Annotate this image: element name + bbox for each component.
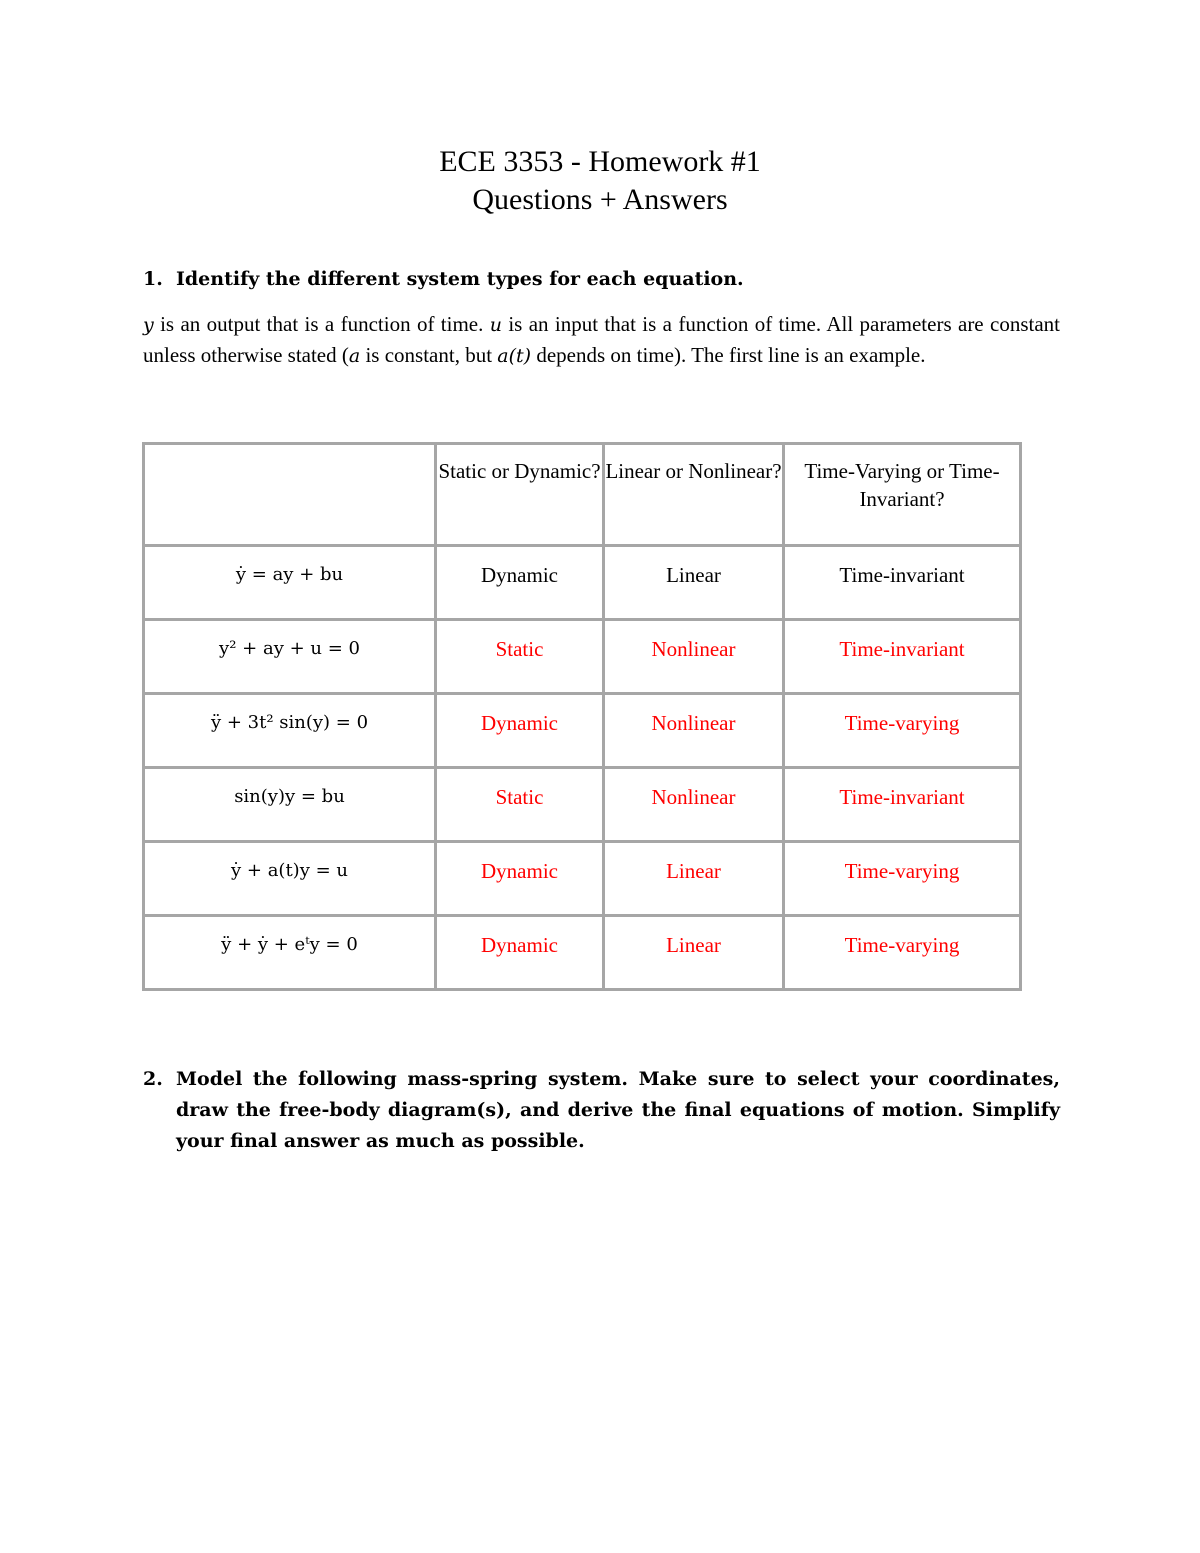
linearity-cell: Linear	[604, 842, 784, 916]
intro-part-3: is constant, but	[360, 343, 498, 367]
question-2-text: Model the following mass-spring system. Make sure to select your coordinates, draw the free-body diagram(s), and derive the final equations of motion. Simplify your final answer as much as possible.	[176, 1068, 1060, 1152]
equation-cell: sin(y)y = bu	[144, 768, 436, 842]
time-variance-cell: Time-varying	[784, 916, 1021, 990]
equation-cell: ÿ + ẏ + eᵗy = 0	[144, 916, 436, 990]
question-2-number: 2.	[143, 1068, 163, 1090]
time-variance-cell: Time-invariant	[784, 768, 1021, 842]
time-variance-cell: Time-invariant	[784, 546, 1021, 620]
system-types-table	[142, 442, 1022, 991]
static-dynamic-cell: Static	[436, 768, 604, 842]
intro-part-2: is an input that is a function of time. All parameters are constant unless otherwise stated (	[143, 312, 1060, 367]
header-cell-static-dynamic: Static or Dynamic?	[436, 444, 604, 546]
time-variance-cell: Time-varying	[784, 842, 1021, 916]
linearity-cell: Nonlinear	[604, 694, 784, 768]
table-row	[144, 768, 1021, 842]
static-dynamic-cell: Dynamic	[436, 842, 604, 916]
table-row	[144, 916, 1021, 990]
question-2-heading	[143, 1064, 1060, 1157]
question-1-number: 1.	[143, 268, 163, 290]
table-row	[144, 620, 1021, 694]
equation-cell: y² + ay + u = 0	[144, 620, 436, 694]
header-cell-equation	[144, 444, 436, 546]
table-header-row	[144, 444, 1021, 546]
document-subtitle: Questions + Answers	[472, 183, 728, 216]
table-row	[144, 546, 1021, 620]
header-cell-time-variance: Time-Varying or Time-Invariant?	[784, 444, 1021, 546]
intro-part-1: is an output that is a function of time.	[153, 312, 490, 336]
linearity-cell: Nonlinear	[604, 620, 784, 694]
intro-var-u: u	[489, 314, 502, 336]
static-dynamic-cell: Static	[436, 620, 604, 694]
static-dynamic-cell: Dynamic	[436, 916, 604, 990]
intro-part-4: depends on time). The first line is an example.	[531, 343, 926, 367]
intro-var-y: y	[143, 314, 154, 336]
linearity-cell: Linear	[604, 916, 784, 990]
linearity-cell: Nonlinear	[604, 768, 784, 842]
header-cell-linearity: Linear or Nonlinear?	[604, 444, 784, 546]
static-dynamic-cell: Dynamic	[436, 694, 604, 768]
question-1-text: Identify the different system types for each equation.	[176, 268, 744, 290]
linearity-cell: Linear	[604, 546, 784, 620]
equation-cell: ẏ = ay + bu	[144, 546, 436, 620]
intro-var-at: a(t)	[497, 345, 532, 367]
question-1-intro	[143, 309, 1060, 371]
question-1-heading	[143, 264, 1060, 295]
time-variance-cell: Time-invariant	[784, 620, 1021, 694]
time-variance-cell: Time-varying	[784, 694, 1021, 768]
table-row	[144, 842, 1021, 916]
intro-var-a: a	[348, 345, 361, 367]
document-title: ECE 3353 - Homework #1	[439, 145, 761, 178]
equation-cell: ÿ + 3t² sin(y) = 0	[144, 694, 436, 768]
table-row	[144, 694, 1021, 768]
equation-cell: ẏ + a(t)y = u	[144, 842, 436, 916]
static-dynamic-cell: Dynamic	[436, 546, 604, 620]
